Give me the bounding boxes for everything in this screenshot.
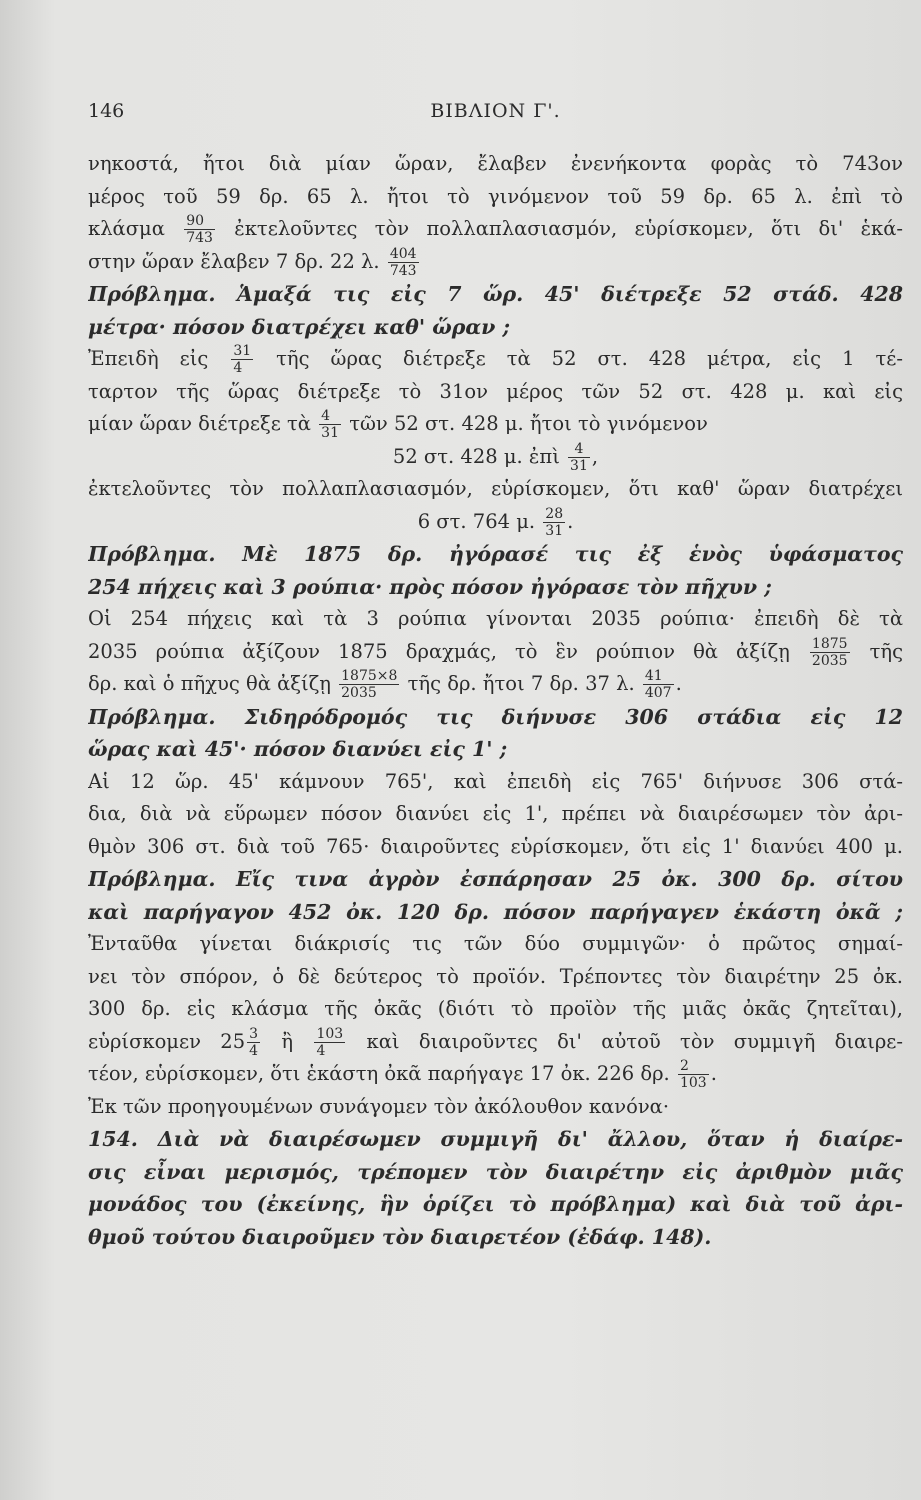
- fraction-denominator: 407: [644, 685, 672, 701]
- text-line: [88, 733, 903, 766]
- fraction-denominator: 2035: [341, 685, 377, 701]
- text-line: [88, 408, 903, 441]
- line-text: 300 δρ. εἰς κλάσμα τῆς ὀκᾶς (διότι τὸ προϊὸν τῆς μιᾶς ὀκᾶς ζητεῖται),: [88, 997, 903, 1020]
- line-text: ,: [591, 444, 599, 468]
- running-head: ΒΙΒΛΙΟΝ Γ'.: [430, 100, 561, 122]
- fraction: [231, 344, 253, 375]
- line-text: Αἱ 12 ὥρ. 45' κάμνουν 765', καὶ ἐπειδὴ εἰς 765' διήνυσε 306 στά-: [88, 769, 903, 793]
- line-text: ἢ: [262, 1029, 313, 1053]
- text-line: [88, 993, 903, 1026]
- line-text: μίαν ὥραν διέτρεξε τὰ: [88, 412, 318, 435]
- fraction-numerator: 4: [319, 409, 341, 425]
- line-text: ἐκτελοῦντες τὸν πολλαπλασιασμόν, εὑρίσκομεν, ὅτι δι' ἑκά-: [216, 217, 903, 240]
- fraction: [643, 669, 674, 700]
- text-line: [88, 961, 903, 994]
- fraction: [543, 507, 565, 538]
- line-text: καὶ διαιροῦντες δι' αὐτοῦ τὸν συμμιγῆ διαιρε-: [347, 1029, 903, 1053]
- line-text: Ἐνταῦθα γίνεται διάκρισίς τις τῶν δύο συμμιγῶν· ὁ πρῶτος σημαί-: [88, 932, 903, 955]
- text-line: [88, 246, 903, 279]
- fraction-numerator: 1875×8: [341, 668, 398, 684]
- text-line: [88, 376, 903, 409]
- fraction-numerator: 90: [184, 214, 215, 230]
- fraction: [388, 247, 419, 278]
- fraction: [314, 1027, 345, 1058]
- line-text: ἐκτελοῦντες τὸν πολλαπλασιασμόν, εὑρίσκομεν, ὅτι καθ' ὥραν διατρέχει: [88, 477, 903, 500]
- text-line: [88, 148, 903, 181]
- fraction: [319, 409, 341, 440]
- text-line: [88, 863, 903, 896]
- line-text: δρ. καὶ ὁ πῆχυς θὰ ἀξίζῃ: [88, 672, 338, 695]
- line-text: Πρόβλημα. Μὲ 1875 δρ. ἠγόρασέ τις ἐξ ἑνὸς ὑφάσματος: [88, 542, 903, 566]
- fraction: [184, 214, 215, 245]
- page-body: [88, 148, 903, 1253]
- fraction-denominator: 743: [389, 262, 417, 278]
- text-line: [88, 1188, 903, 1221]
- line-text: θμοῦ τούτου διαιροῦμεν τὸν διαιρετέον (ἐδάφ. 148).: [88, 1224, 712, 1249]
- line-text: τῆς ὥρας διέτρεξε τὰ 52 στ. 428 μέτρα, εἰς 1 τέ-: [255, 347, 903, 370]
- line-text: τέον, εὑρίσκομεν, ὅτι ἑκάστη ὀκᾶ παρήγαγε 17 ὀκ. 226 δρ.: [88, 1062, 676, 1085]
- line-text: στην ὥραν ἔλαβεν 7 δρ. 22 λ.: [88, 249, 386, 273]
- line-text: νηκοστά, ἤτοι διὰ μίαν ὥραν, ἔλαβεν ἐνενήκοντα φορὰς τὸ 743ον: [88, 152, 903, 175]
- text-line: [88, 506, 903, 539]
- fraction-denominator: 31: [321, 425, 339, 441]
- text-line: [88, 928, 903, 961]
- text-line: [88, 311, 903, 344]
- line-text: σις εἶναι μερισμός, τρέπομεν τὸν διαιρέτην εἰς ἀριθμὸν μιᾶς: [88, 1159, 903, 1184]
- page-number: 146: [88, 100, 125, 122]
- text-line: [88, 278, 903, 311]
- line-text: νει τὸν σπόρον, ὁ δὲ δεύτερος τὸ προϊόν. Τρέποντες τὸν διαιρέτην 25 ὀκ.: [88, 964, 903, 988]
- line-text: Οἱ 254 πήχεις καὶ τὰ 3 ρούπια γίνονται 2035 ρούπια· ἐπειδὴ δὲ τὰ: [88, 607, 903, 630]
- text-line: [88, 1123, 903, 1156]
- text-line: [88, 1221, 903, 1254]
- text-line: [88, 831, 903, 864]
- line-text: μονάδος του (ἐκείνης, ἣν ὁρίζει τὸ πρόβλημα) καὶ διὰ τοῦ ἀρι-: [88, 1192, 903, 1216]
- fraction-denominator: 4: [233, 360, 243, 376]
- text-line: [88, 798, 903, 831]
- line-text: κλάσμα: [88, 217, 183, 240]
- line-text: εὑρίσκομεν 25: [88, 1029, 246, 1053]
- fraction-numerator: 3: [249, 1025, 259, 1042]
- fraction-numerator: 2: [678, 1059, 709, 1075]
- fraction-numerator: 103: [316, 1025, 344, 1042]
- line-text: τῆς: [851, 639, 903, 663]
- line-text: .: [567, 509, 574, 533]
- text-line: [88, 441, 903, 474]
- fraction-denominator: 103: [679, 1075, 707, 1091]
- line-text: τῆς δρ. ἤτοι 7 δρ. 37 λ.: [401, 672, 641, 695]
- fraction: [810, 637, 850, 668]
- text-line: [88, 636, 903, 669]
- fraction-numerator: 28: [545, 505, 564, 522]
- fraction-denominator: 2035: [811, 652, 848, 668]
- line-text: 2035 ρούπια ἀξίζουν 1875 δραχμάς, τὸ ἓν ρούπιον θὰ ἀξίζῃ: [88, 639, 808, 663]
- line-text: τῶν 52 στ. 428 μ. ἤτοι τὸ γινόμενον: [343, 412, 708, 435]
- text-line: [88, 896, 903, 929]
- fraction: [568, 442, 590, 473]
- fraction-numerator: 41: [643, 669, 674, 685]
- line-text: 254 πήχεις καὶ 3 ρούπια· πρὸς πόσον ἠγόρασε τὸν πῆχυν ;: [88, 574, 772, 599]
- line-text: Ἐπειδὴ εἰς: [88, 347, 230, 370]
- fraction-denominator: 31: [570, 457, 588, 473]
- text-line: [88, 343, 903, 376]
- line-text: δια, διὰ νὰ εὕρωμεν πόσον διανύει εἰς 1', πρέπει νὰ διαιρέσωμεν τὸν ἀρι-: [88, 802, 903, 825]
- line-text: ὥρας καὶ 45'· πόσον διανύει εἰς 1' ;: [88, 737, 508, 761]
- page-header: [88, 100, 903, 128]
- text-line: [88, 766, 903, 799]
- text-line: [88, 1026, 903, 1059]
- line-text: Πρόβλημα. Σιδηρόδρομός τις διήνυσε 306 στάδια εἰς 12: [88, 704, 903, 729]
- text-line: [88, 538, 903, 571]
- text-line: [88, 603, 903, 636]
- text-line: [88, 1156, 903, 1189]
- line-text: θμὸν 306 στ. διὰ τοῦ 765· διαιροῦντες εὑρίσκομεν, ὅτι εἰς 1' διανύει 400 μ.: [88, 834, 903, 858]
- text-line: [88, 668, 903, 701]
- fraction: [678, 1059, 709, 1090]
- text-line: [88, 473, 903, 506]
- line-text: Πρόβλημα. Εἴς τινα ἀγρὸν ἐσπάρησαν 25 ὀκ. 300 δρ. σίτου: [88, 867, 903, 891]
- fraction-numerator: 31: [233, 343, 252, 359]
- line-text: καὶ παρήγαγον 452 ὀκ. 120 δρ. πόσον παρήγαγεν ἑκάστη ὀκᾶ ;: [88, 899, 903, 924]
- fraction-denominator: 4: [249, 1042, 259, 1058]
- line-text: 52 στ. 428 μ. ἐπὶ: [392, 444, 567, 468]
- line-text: μέρος τοῦ 59 δρ. 65 λ. ἤτοι τὸ γινόμενον τοῦ 59 δρ. 65 λ. ἐπὶ τὸ: [88, 184, 903, 208]
- line-text: 154. Διὰ νὰ διαιρέσωμεν συμμιγῆ δι' ἄλλου, ὅταν ἡ διαίρε-: [88, 1127, 903, 1151]
- line-text: .: [675, 672, 682, 695]
- fraction-numerator: 404: [389, 245, 417, 262]
- text-line: [88, 1058, 903, 1091]
- fraction: [247, 1027, 260, 1058]
- fraction: [339, 669, 399, 700]
- line-text: Πρόβλημα. Ἁμαξά τις εἰς 7 ὥρ. 45' διέτρεξε 52 στάδ. 428: [88, 282, 903, 306]
- line-text: ταρτον τῆς ὥρας διέτρεξε τὸ 31ον μέρος τῶν 52 στ. 428 μ. καὶ εἰς: [88, 379, 903, 403]
- line-text: μέτρα· πόσον διατρέχει καθ' ὥραν ;: [88, 314, 511, 339]
- text-line: [88, 213, 903, 246]
- fraction-denominator: 31: [545, 522, 564, 538]
- fraction-numerator: 4: [568, 442, 590, 458]
- text-line: [88, 571, 903, 604]
- line-text: Ἐκ τῶν προηγουμένων συνάγομεν τὸν ἀκόλουθον κανόνα·: [88, 1094, 670, 1118]
- line-text: 6 στ. 764 μ.: [417, 509, 542, 533]
- text-line: [88, 1091, 903, 1124]
- fraction-denominator: 4: [316, 1042, 326, 1058]
- fraction-denominator: 743: [186, 230, 213, 246]
- line-text: .: [710, 1062, 717, 1085]
- text-line: [88, 181, 903, 214]
- text-line: [88, 701, 903, 734]
- fraction-numerator: 1875: [811, 635, 848, 652]
